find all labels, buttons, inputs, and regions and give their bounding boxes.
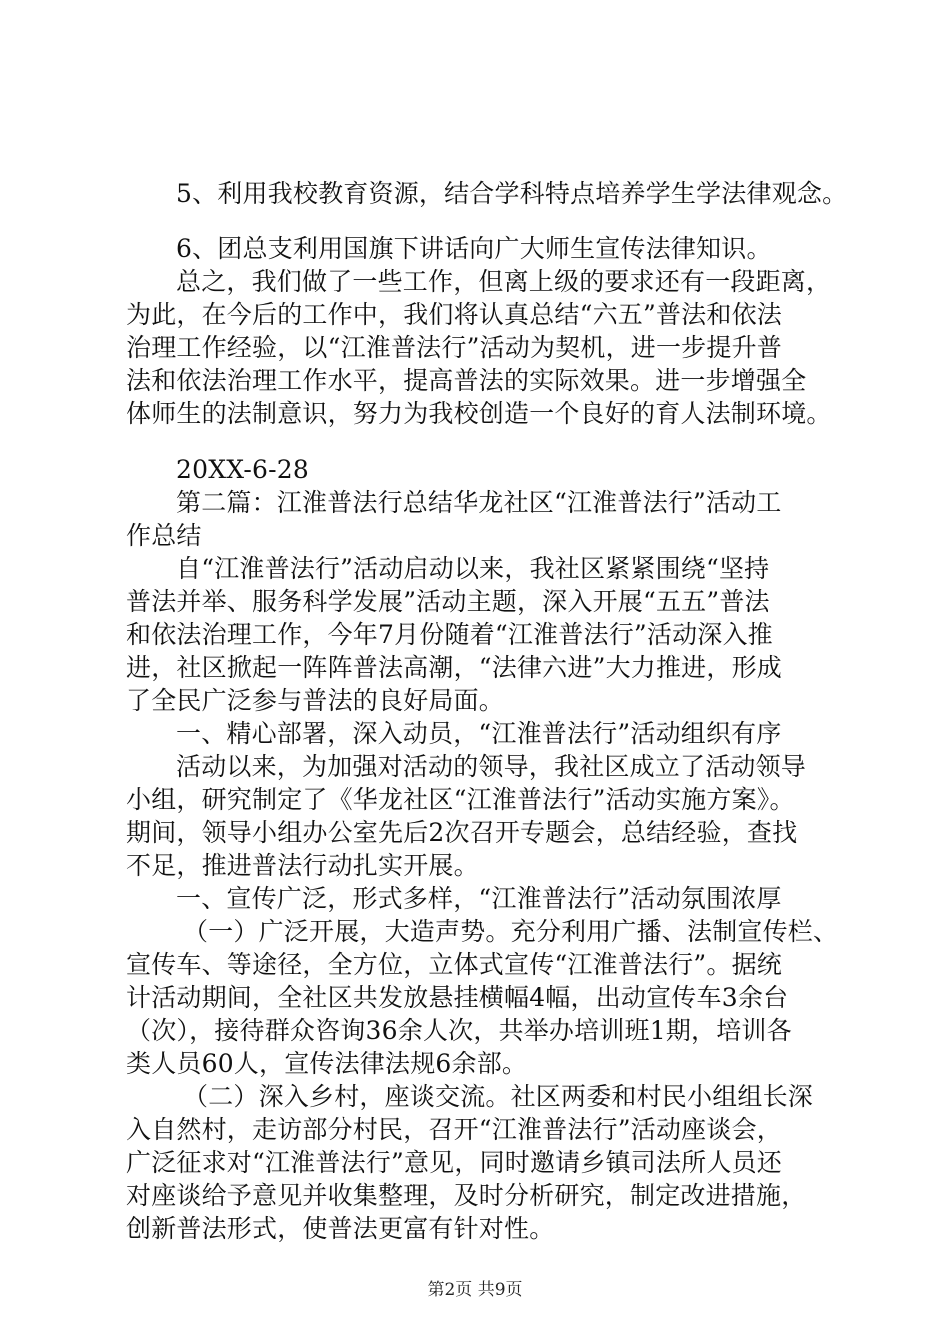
text-line: 治理工作经验，以“江淮普法行”活动为契机，进一步提升普	[126, 333, 782, 362]
document-date: 20XX-6-28	[176, 455, 309, 484]
text-line: （次），接待群众咨询36余人次，共举办培训班1期，培训各	[126, 1016, 792, 1045]
text-line: 和依法治理工作，今年7月份随着“江淮普法行”活动深入推	[126, 620, 773, 649]
text-line: 期间，领导小组办公室先后2次召开专题会，总结经验，查找	[126, 818, 798, 847]
section-1-heading	[126, 717, 846, 750]
page-number: 第2页 共9页	[427, 1280, 523, 1300]
text-line: 广泛征求对“江淮普法行”意见，同时邀请乡镇司法所人员还	[126, 1148, 782, 1177]
text-line: 6、团总支利用国旗下讲话向广大师生宣传法律知识。	[176, 234, 772, 263]
subsection-1-paragraph	[126, 915, 846, 1080]
text-line: 类人员60人，宣传法律法规6余部。	[126, 1049, 528, 1078]
intro-paragraph	[126, 552, 846, 717]
text-line: 普法并举、服务科学发展”活动主题，深入开展“五五”普法	[126, 587, 770, 616]
text-line: 作总结	[126, 521, 202, 550]
text-line: 总之，我们做了一些工作，但离上级的要求还有一段距离，	[176, 267, 832, 296]
list-item-6	[126, 232, 846, 265]
text-line: 创新普法形式，使普法更富有针对性。	[126, 1214, 555, 1243]
text-line: 为此，在今后的工作中，我们将认真总结“六五”普法和依法	[126, 300, 782, 329]
text-line: （一）广泛开展，大造声势。充分利用广播、法制宣传栏、	[183, 917, 839, 946]
text-line: 第二篇：江淮普法行总结华龙社区“江淮普法行”活动工	[176, 488, 782, 517]
text-line: 对座谈给予意见并收集整理，及时分析研究，制定改进措施，	[126, 1181, 807, 1210]
summary-paragraph	[126, 265, 846, 430]
second-article-title	[126, 486, 846, 552]
text-line: 自“江淮普法行”活动启动以来，我社区紧紧围绕“坚持	[176, 554, 770, 583]
text-line: 5、利用我校教育资源，结合学科特点培养学生学法律观念。	[176, 179, 848, 208]
section-1-paragraph	[126, 750, 846, 882]
text-line: （二）深入乡村，座谈交流。社区两委和村民小组组长深	[183, 1082, 814, 1111]
subsection-2-paragraph	[126, 1080, 846, 1245]
date-line	[126, 453, 846, 486]
text-line: 体师生的法制意识，努力为我校创造一个良好的育人法制环境。	[126, 399, 832, 428]
text-line: 了全民广泛参与普法的良好局面。	[126, 686, 505, 715]
page-footer	[0, 1279, 950, 1301]
text-line: 入自然村，走访部分村民，召开“江淮普法行”活动座谈会，	[126, 1115, 782, 1144]
text-line: 小组，研究制定了《华龙社区“江淮普法行”活动实施方案》。	[126, 785, 795, 814]
section-2-heading	[126, 882, 846, 915]
list-item-5	[126, 177, 846, 210]
text-line: 不足，推进普法行动扎实开展。	[126, 851, 479, 880]
text-line: 进，社区掀起一阵阵普法高潮，“法律六进”大力推进，形成	[126, 653, 782, 682]
text-line: 法和依法治理工作水平，提高普法的实际效果。进一步增强全	[126, 366, 807, 395]
text-line: 宣传车、等途径，全方位，立体式宣传“江淮普法行”。据统	[126, 950, 782, 979]
text-line: 一、精心部署，深入动员，“江淮普法行”活动组织有序	[176, 719, 782, 748]
text-line: 活动以来，为加强对活动的领导，我社区成立了活动领导	[176, 752, 807, 781]
text-line: 计活动期间，全社区共发放悬挂横幅4幅，出动宣传车3余台	[126, 983, 789, 1012]
text-line: 一、宣传广泛，形式多样，“江淮普法行”活动氛围浓厚	[176, 884, 782, 913]
